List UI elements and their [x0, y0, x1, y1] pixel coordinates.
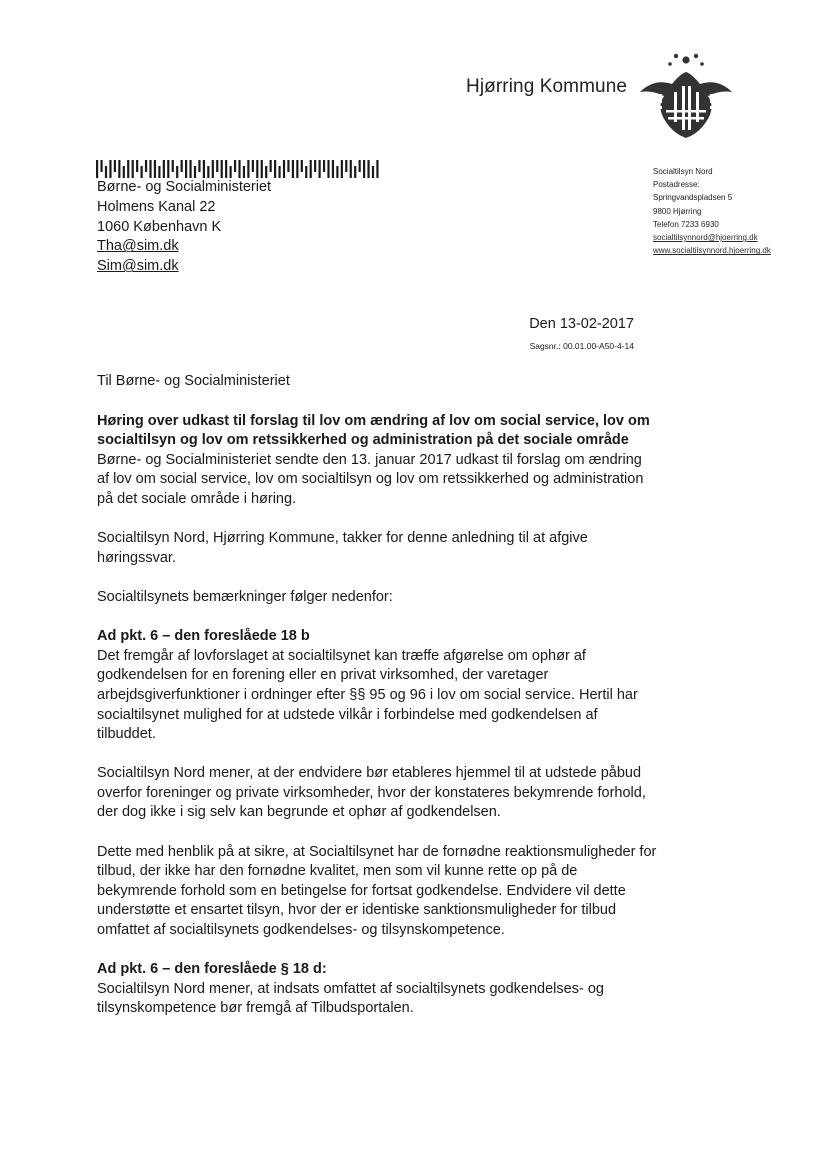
sender-website-link[interactable]: www.socialtilsynnord.hjoerring.dk [653, 246, 771, 256]
recipient-address [97, 178, 271, 277]
case-number: Sagsnr.: 00.01.00-A50-4-14 [529, 341, 634, 351]
letter-body [97, 372, 657, 1019]
sender-street: Springvandspladsen 5 [653, 193, 733, 203]
remarks-paragraph: Socialtilsynets bemærkninger følger nedenfor: [97, 588, 393, 605]
letter-date: Den 13-02-2017 [529, 316, 634, 332]
sender-department: Socialtilsyn Nord [653, 167, 713, 176]
section2-paragraph-1: Socialtilsyn Nord mener, at indsats omfattet af socialtilsynets godkendelses- og tilsynskompetence bør fremgå af Tilbudsportalen. [97, 980, 604, 1017]
intro-paragraph: Børne- og Socialministeriet sendte den 13. januar 2017 udkast til forslag om ændring af lov om social service, lov om socialtilsyn og lov om retssikkerhed og administration på det sociale område i høring. [97, 451, 644, 507]
recipient-email-link-1[interactable]: Tha@sim.dk [97, 238, 179, 255]
thanks-paragraph: Socialtilsyn Nord, Hjørring Kommune, takker for denne anledning til at afgive høringssvar. [97, 530, 588, 566]
section1-heading: Ad pkt. 6 – den foreslåede 18 b [97, 628, 310, 645]
section1-paragraph-1: Det fremgår af lovforslaget at socialtilsynet kan træffe afgørelse om ophør af godkendelsen for en forening eller en privat virksomhed, der varetager arbejdsgiverfunktioner i ordninger efter §§ 95 og 96 i lov om social service. Hertil har socialtilsynet mulighed for at udstede vilkår i forbindelse med godkendelsen af tilbuddet. [97, 647, 638, 743]
sender-city: 9800 Hjørring [653, 206, 702, 216]
sender-email-link[interactable]: socialtilsynnord@hjoerring.dk [653, 233, 758, 243]
section2-heading: Ad pkt. 6 – den foreslåede § 18 d: [97, 961, 327, 978]
section1-paragraph-3: Dette med henblik på at sikre, at Socialtilsynet har de fornødne reaktionsmuligheder for tilbud, der ikke har den fornødne kvalitet, men som vil kunne rette op på de bekymrende forhold som en betingelse for fortsat godkendelse. Endvidere vil dette understøtte et ensartet tilsyn, hvor der er identiske sanktionsmuligheder for tilbud omfattet af socialtilsynets godkendelses- og tilsynskompetence. [97, 843, 657, 939]
recipient-email-link-2[interactable]: Sim@sim.dk [97, 258, 179, 275]
hjorring-kommune-crest-icon [636, 50, 736, 142]
sender-address [653, 165, 771, 257]
recipient-city: 1060 København K [97, 218, 222, 235]
sender-phone: Telefon 7233 6930 [653, 219, 719, 229]
barcode [96, 160, 382, 178]
sender-postal-label: Postadresse: [653, 180, 700, 190]
organization-name: Hjørring Kommune [466, 76, 628, 97]
letter-title: Høring over udkast til forslag til lov om ændring af lov om social service, lov om socialtilsyn og lov om retssikkerhed og administration på det sociale område [97, 412, 650, 449]
recipient-name: Børne- og Socialministeriet [97, 179, 272, 195]
recipient-street: Holmens Kanal 22 [97, 198, 216, 215]
section1-paragraph-2: Socialtilsyn Nord mener, at der endvidere bør etableres hjemmel til at udstede påbud overfor foreninger og private virksomheder, hvor der konstateres bekymrende forhold, der dog ikke i sig selv kan begrunde et ophør af godkendelsen. [97, 765, 646, 821]
salutation: Til Børne- og Socialministeriet [97, 373, 290, 389]
